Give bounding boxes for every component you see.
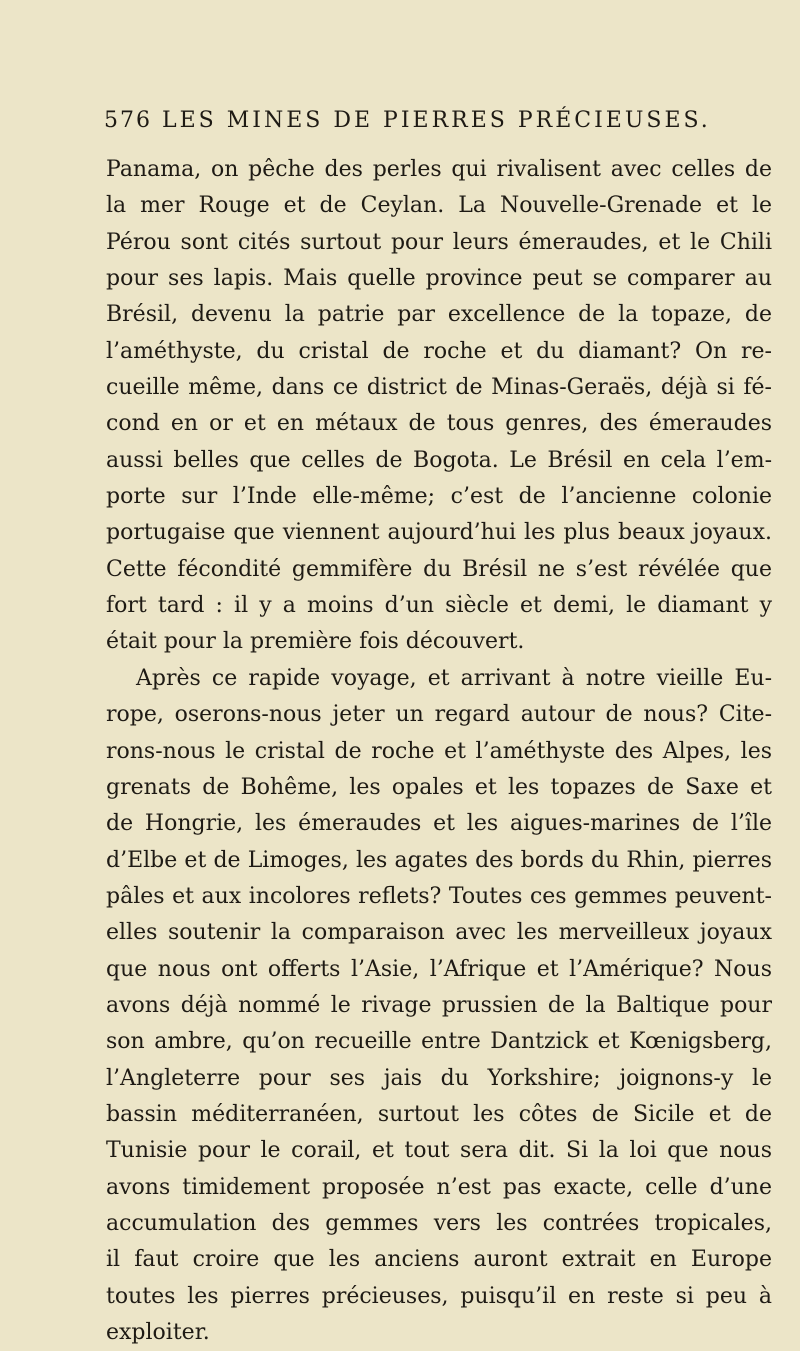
text-line: Panama, on pêche des perles qui rivalisent avec celles de bbox=[106, 157, 772, 182]
text-line: grenats de Bohême, les opales et les topazes de Saxe et bbox=[106, 774, 772, 800]
text-line: Cette fécondité gemmifère du Brésil ne s’est révélée que bbox=[106, 556, 772, 582]
text-line: pâles et aux incolores reflets? Toutes ces gemmes peuvent- bbox=[106, 883, 772, 909]
running-head bbox=[104, 108, 764, 142]
text-line: rons-nous le cristal de roche et l’améthyste des Alpes, les bbox=[106, 738, 772, 764]
paragraph-start-line: Après ce rapide voyage, et arrivant à notre vieille Eu- bbox=[136, 665, 772, 691]
text-line: cueille même, dans ce district de Minas-Geraës, déjà si fé- bbox=[106, 375, 772, 401]
text-line: porte sur l’Inde elle-même; c’est de l’ancienne colonie bbox=[106, 484, 772, 510]
text-line: aussi belles que celles de Bogota. Le Brésil en cela l’em- bbox=[106, 447, 772, 473]
text-line: l’améthyste, du cristal de roche et du diamant? On re- bbox=[106, 338, 772, 364]
text-line: pour ses lapis. Mais quelle province peut se comparer au bbox=[106, 266, 772, 292]
text-line: portugaise que viennent aujourd’hui les plus beaux joyaux. bbox=[106, 520, 772, 546]
running-title: LES MINES DE PIERRES PRÉCIEUSES. bbox=[162, 108, 711, 133]
page-number: 576 bbox=[104, 108, 152, 133]
text-line: Pérou sont cités surtout pour leurs émeraudes, et le Chili bbox=[106, 229, 772, 255]
text-line: toutes les pierres précieuses, puisqu’il en reste si peu à bbox=[106, 1283, 772, 1309]
paragraph-end-line: exploiter. bbox=[106, 1320, 210, 1345]
paragraph-end-line: était pour la première fois découvert. bbox=[106, 629, 525, 655]
text-line: elles soutenir la comparaison avec les merveilleux joyaux bbox=[106, 920, 772, 946]
text-line: accumulation des gemmes vers les contrées tropicales, bbox=[106, 1210, 772, 1236]
text-line: d’Elbe et de Limoges, les agates des bords du Rhin, pierres bbox=[106, 847, 772, 873]
text-line: de Hongrie, les émeraudes et les aigues-marines de l’île bbox=[106, 811, 772, 837]
text-line: il faut croire que les anciens auront extrait en Europe bbox=[106, 1247, 772, 1273]
text-line: avons déjà nommé le rivage prussien de la Baltique pour bbox=[106, 992, 772, 1018]
text-line: que nous ont offerts l’Asie, l’Afrique et l’Amérique? Nous bbox=[106, 956, 772, 982]
text-line: l’Angleterre pour ses jais du Yorkshire; joignons-y le bbox=[106, 1065, 772, 1091]
text-line: bassin méditerranéen, surtout les côtes de Sicile et de bbox=[106, 1101, 772, 1127]
text-line: avons timidement proposée n’est pas exacte, celle d’une bbox=[106, 1174, 772, 1200]
text-line: rope, oserons-nous jeter un regard autour de nous? Cite- bbox=[106, 702, 772, 728]
text-line: la mer Rouge et de Ceylan. La Nouvelle-Grenade et le bbox=[106, 193, 772, 219]
text-line: Brésil, devenu la patrie par excellence de la topaze, de bbox=[106, 302, 772, 328]
body-text bbox=[106, 152, 772, 1351]
text-line: cond en or et en métaux de tous genres, des émeraudes bbox=[106, 411, 772, 437]
text-line: fort tard : il y a moins d’un siècle et demi, le diamant y bbox=[106, 593, 772, 619]
text-line: son ambre, qu’on recueille entre Dantzick et Kœnigsberg, bbox=[106, 1029, 772, 1055]
text-line: Tunisie pour le corail, et tout sera dit. Si la loi que nous bbox=[106, 1138, 772, 1164]
